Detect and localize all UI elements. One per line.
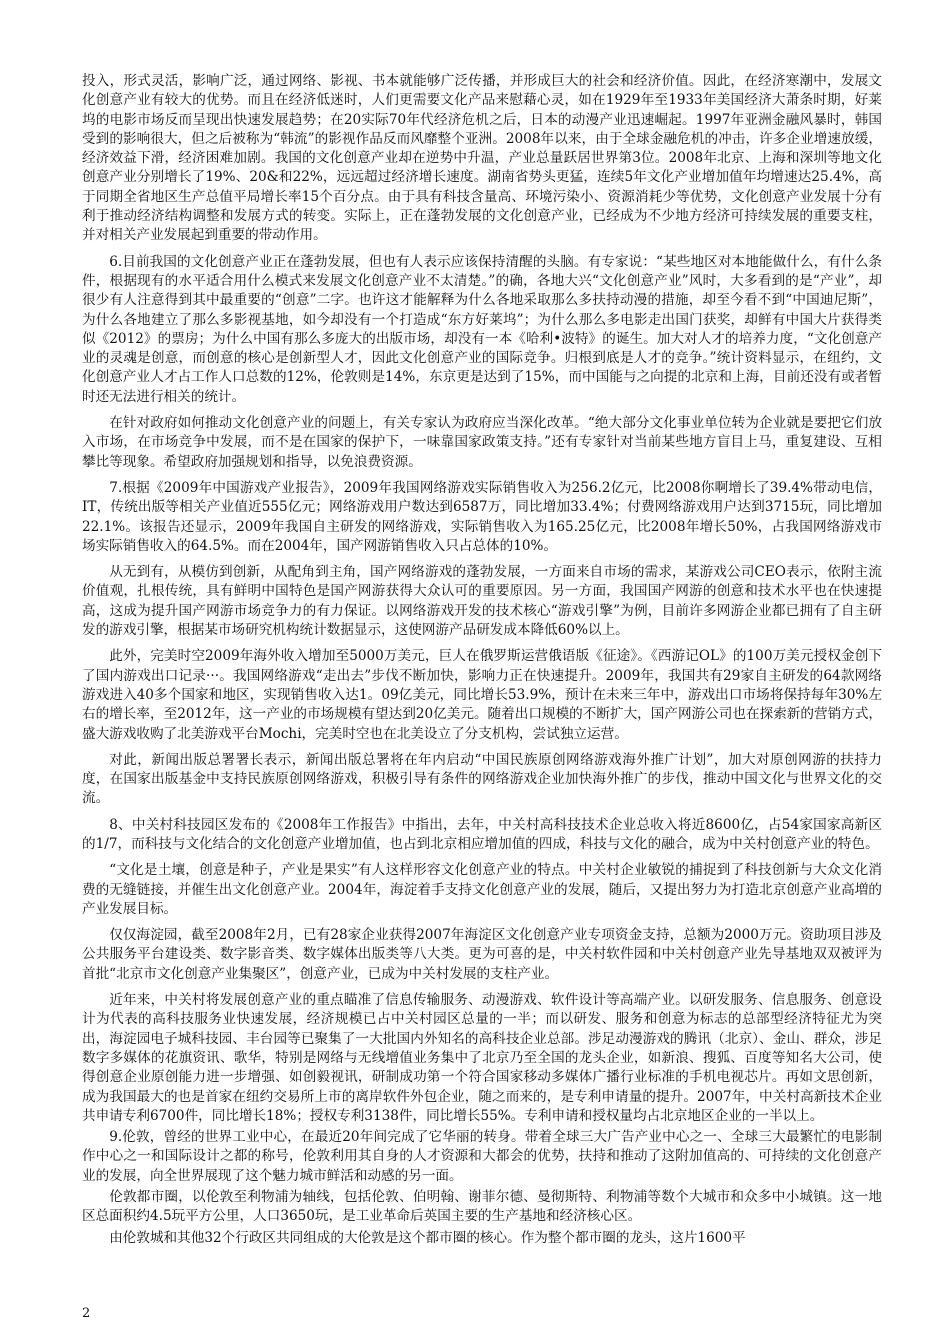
paragraph-10: 仅仅海淀园，截至2008年2月，已有28家企业获得2007年海淀区文化创意产业专项资金支持，总额为2000万元。资助项目涉及公共服务平台建设类、数字影音类、数字媒体出版类等八大类。更为可喜的是，中关村软件园和中关村创意产业先导基地双双被评为首批“北京市文化创意产业集聚区”，创意产业，已成为中关村发展的支柱产业。	[82, 927, 882, 982]
paragraph-7: 对此，新闻出版总署署长表示，新闻出版总署将在年内启动“中国民族原创网络游戏海外推广计划”，加大对原创网游的扶持力度，在国家出版基金中支持民族原创网络游戏，积极引导有条件的网络游戏企业加快海外推广的步伐，推动中国文化与世界文化的交流。	[82, 751, 882, 807]
paragraph-1: 投入，形式灵活，影响广泛，通过网络、影视、书本就能够广泛传播，并形成巨大的社会和经济价值。因此，在经济寒潮中，发展文化创意产业有较大的优势。而且在经济低迷时，人们更需要文化产品来慰藉心灵，如在1929年至1933年美国经济大萧条时期，好莱坞的电影市场反而呈现出快速发展趋势；在20实际70年代经济危机之后，日本的动漫产业迅速崛起。1997年亚洲金融风暴时，韩国受到的影响很大，但之后被称为“韩流”的影视作品反而风靡整个亚洲。2008年以来，由于全球金融危机的冲击，许多企业增速放缓，经济效益下滑，经济困难加剧。我国的文化创意产业却在逆势中升温，产业总量跃居世界第3位。2008年北京、上海和深圳等地文化创意产业分别增长了19%、20&和22%，远远超过经济增长速度。湖南省势头更猛，连续5年文化产业增加值年均增速达25.4%，高于同期全省地区生产总值平局增长率15个百分点。由于具有科技含量高、环境污染小、资源消耗少等优势，文化创意产业发展十分有利于推动经济结构调整和发展方式的转变。实际上，正在蓬勃发展的文化创意产业，已经成为不少地方经济可持续发展的重要支柱，并对相关产业发展起到重要的带动作用。	[82, 73, 882, 244]
paragraph-11: 近年来，中关村将发展创意产业的重点瞄准了信息传输服务、动漫游戏、软件设计等高端产业。以研发服务、信息服务、创意设计为代表的高科技服务业快速发展，经济规模已占中关村园区总量的一半；而以研发、服务和创意为标志的总部型经济特征尤为突出，海淀园电子城科技园、丰台园等已聚集了一大批国内外知名的高科技企业总部。涉足动漫游戏的腾讯（北京）、金山、群众，涉足数字多媒体的花旗资讯、歌华，特别是网络与无线增值业务集中了北京乃至全国的龙头企业，如新浪、搜狐、百度等知名大公司，使得创意企业原创能力进一步增强、如创毅视讯，研制成功第一个符合国家移动多媒体广播行业标准的手机电视芯片。再如文思创新，成为我国最大的也是首家在纽约交易所上市的离岸软件外包企业，随之而来的，是专利申请量的提升。2007年，中关村高新技术企业共申请专利6700件，同比增长18%；授权专利3138件，同比增长55%。专利申请和授权量均占北京地区企业的一半以上。	[82, 992, 882, 1124]
document-body	[82, 72, 882, 1250]
page-number: 2	[82, 1306, 91, 1321]
paragraph-3: 在针对政府如何推动文化创意产业的问题上，有关专家认为政府应当深化改革。“绝大部分文化事业单位转为企业就是要把它们放入市场，在市场竞争中发展，而不是在国家的保护下，一味靠国家政策支持。”还有专家针对当前某些地方盲目上马，重复建设、互相攀比等现象。希望政府加强规划和指导，以免浪费资源。	[82, 415, 882, 470]
paragraph-13: 伦敦都市圈，以伦敦至利物浦为轴线，包括伦敦、伯明翰、谢菲尔德、曼彻斯特、利物浦等数个大城市和众多中小城镇。这一地区总面积约4.5玩平方公里，人口3650玩，是工业革命后英国主要的生产基地和经济核心区。	[82, 1189, 882, 1225]
paragraph-8: 8、中关村科技园区发布的《2008年工作报告》中指出，去年，中关村高科技技术企业总收入将近8600亿，占54家国家高新区的1/7，而科技与文化结合的文化创意产业增加值，也占到北京相应增加值的四成，科技与文化的融合，成为中关村创意产业的特色。	[82, 816, 882, 852]
paragraph-9: “文化是土壤，创意是种子，产业是果实”有人这样形容文化创意产业的特点。中关村企业敏锐的捕捉到了科技创新与大众文化消费的无缝链接，并催生出文化创意产业。2004年，海淀着手支持文化创意产业的发展，随后，又提出努力为打造北京创意产业高増的产业发展目标。	[82, 862, 882, 917]
paragraph-4: 7.根据《2009年中国游戏产业报告》，2009年我国网络游戏实际销售收入为256.2亿元，比2008你啊增长了39.4%带动电信，IT，传统出版等相关产业值近555亿元；网络游戏用户数达到6587万，同比增加33.4%；付费网络游戏用户达到3715玩，同比增加22.1%。该报告还显示，2009年我国自主研发的网络游戏，实际销售收入为165.25亿元，比2008年增长50%，占我国网络游戏市场实际销售收入的64.5%。而在2004年，国产网游销售收入只占总体的10%。	[82, 479, 882, 554]
paragraph-12: 9.伦敦，曾经的世界工业中心，在最近20年间完成了它华丽的转身。带着全球三大广告产业中心之一、全球三大最繁忙的电影制作中心之一和国际设计之都的称号，伦敦利用其自身的人才资源和大都会的优势，扶持和推动了这附加值高的、可持续的文化创意产业的发展，向全世界展现了这个魅力城市鲜活和动感的另一面。	[82, 1129, 882, 1184]
paragraph-2: 6.目前我国的文化创意产业正在蓬勃发展，但也有人表示应该保持清醒的头脑。有专家说：“某些地区对本地能做什么，有什么条件，根据现有的水平适合用什么模式来发展文化创意产业不太清楚。”的确，各地大兴“文化创意产业”风时，大多看到的是“产业”，却很少有人注意得到其中最重要的“创意”二字。也许这才能解释为什么各地采取那么多扶持动漫的措施，却至今看不到“中国迪尼斯”，为什么各地建立了那么多影视基地，如今却没有一个打造成“东方好莱坞”；为什么那么多电影走出国门获奖，却鲜有中国大片获得类似《2012》的票房；为什么中国有那么多庞大的出版市场，却没有一本《哈利•波特》的诞生。加大对人才的培养力度，“文化创意产业的灵魂是创意，而创意的核心是创新型人才，因此文化创意产业的国际竞争。归根到底是人才的竞争。”统计资料显示，在纽约，文化创意产业人才占工作人口总数的12%，伦敦则是14%，东京更是达到了15%，而中国能与之向提的北京和上海，目前还没有或者暂时还无法进行相关的统计。	[82, 253, 882, 405]
paragraph-6: 此外，完美时空2009年海外收入增加至5000万美元，巨人在俄罗斯运营俄语版《征途》。《西游记OL》的100万美元授权金创下了国内游戏出口记录···。我国网络游戏“走出去”步伐不断加快，影响力正在快速提升。2009年，我国共有29家自主研发的64款网络游戏进入40多个国家和地区，实现销售收入达1。09亿美元，同比增长53.9%，预计在未来三年中，游戏出口市场将保持每年30%左右的增长率，至2012年，这一产业的市场规模有望达到20亿美元。随着出口规模的不断扩大，国产网游公司也在探索新的营销方式，盛大游戏收购了北美游戏平台Mochi，完美时空也在北美设立了分支机构，尝试独立运营。	[82, 648, 882, 742]
paragraph-5: 从无到有，从模仿到创新，从配角到主角，国产网络游戏的蓬勃发展，一方面来自市场的需求，某游戏公司CEO表示，依附主流价值观，扎根传统，具有鲜明中国特色是国产网游获得大众认可的重要原因。另一方面，我国国产网游的创意和技术水平也在快速提高，这成为提升国产网游市场竞争力的有力保证。以网络游戏开发的技术核心“游戏引擎”为例，目前许多网游企业都已拥有了自主研发的游戏引擎，根据某市场研究机构统计数据显示，这使网游产品研发成本降低60%以上。	[82, 564, 882, 639]
paragraph-14: 由伦敦城和其他32个行政区共同组成的大伦敦是这个都市圈的核心。作为整个都市圈的龙头，这片1600平	[109, 1229, 746, 1246]
